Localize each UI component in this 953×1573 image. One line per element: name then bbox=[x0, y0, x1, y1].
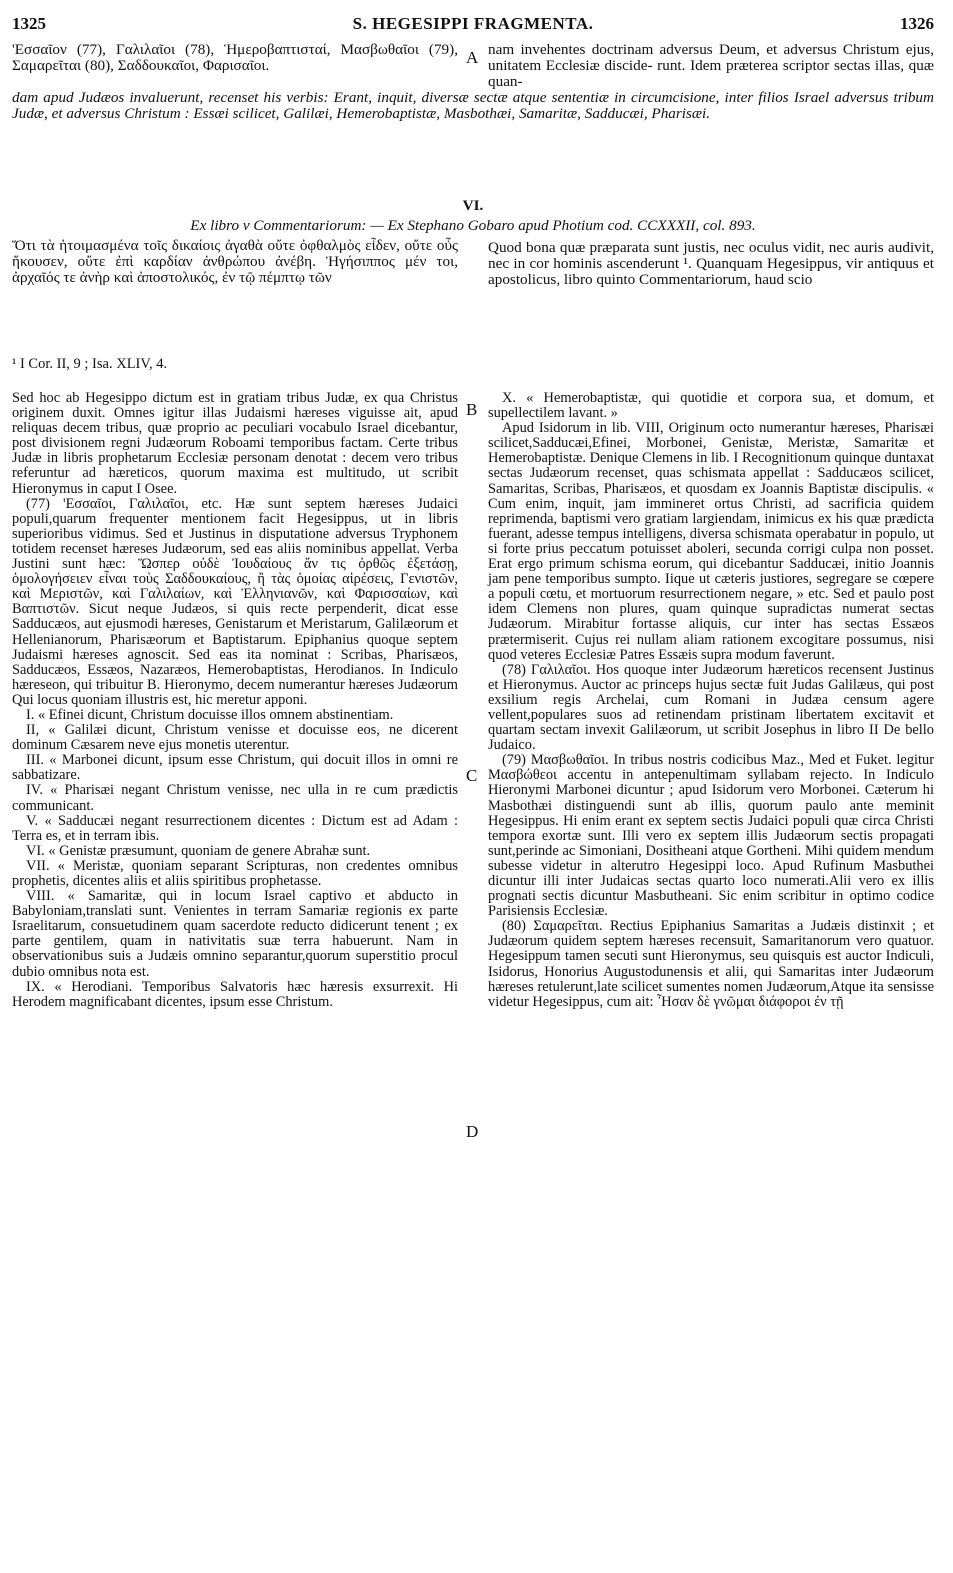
right-paragraph: (78) Γαλιλαῖοι. Hos quoque inter Judæorum hæreticos recensent Justinus et Hieronymus. Auctor ac princeps hujus sectæ fuit Judas Galilæus, qui post exsilium regis Archelai, cum Romani in Judæa censum agere vellent,populares suos ad retinendam pristinam libertatem excitavit et quartam sectam invexit Galilæorum, ut scribit Josephus in libro II De bello Judaico. bbox=[488, 661, 934, 754]
left-column bbox=[12, 391, 458, 1010]
top-full-text: dam apud Judæos invaluerunt, recenset his verbis: Erant, inquit, diversæ sectæ atque sententiæ in circumcisione, inter filios Israel adversus tribum Judæ, et adversus Christum : Essæi scilicet, Galilæi, Hemerobaptistæ, Masbothæi, Samaritæ, Sadducæi, Pharisæi. bbox=[12, 89, 934, 123]
running-title: S. HEGESIPPI FRAGMENTA. bbox=[352, 14, 594, 33]
greek-text-2: Ὅτι τὰ ἡτοιμασμένα τοῖς δικαίοις ἀγαθὰ οὔτε ὀφθαλμὸς εἶδεν, οὔτε οὖς ἤκουσεν, οὔτε ἐπὶ καρδίαν ἀνθρώπου ἀνέβη. Ἡγήσιππος μέν τοι, ἀρχαῖός τε ἀνὴρ καὶ ἀποστολικός, ἐν τῷ πέμπτῳ τῶν bbox=[12, 237, 458, 287]
right-paragraph: (80) Σαμαρεῖται. Rectius Epiphanius Samaritas a Judæis distinxit ; et Judæorum quidem septem hæreses recensuit, Samaritanorum vero quatuor. Hegesippum tamen secuti sunt Hieronymus, seu quisquis est auctor Indiculi, Isidorus, Honorius Augustodunensis et alii, qui Samaritas inter Judæorum hæreses retulerunt,late scilicet sumentes nomen Judæorum,Atque ita sensisse videtur Hegesippus, cum ait: Ἦσαν δὲ γνῶμαι διάφοροι ἐν τῇ bbox=[488, 918, 934, 1010]
left-paragraph: IX. « Herodiani. Temporibus Salvatoris hæc hæresis exsurrexit. Hi Herodem magnificabant dicentes, ipsum esse Christum. bbox=[12, 978, 458, 1010]
left-paragraph: III. « Marbonei dicunt, ipsum esse Christum, qui docuit illos in omni re sabbatizare. bbox=[12, 752, 458, 784]
left-paragraph: VII. « Meristæ, quoniam separant Scripturas, non credentes omnibus prophetis, dicentes aliis et aliis spiritibus prophetasse. bbox=[12, 857, 458, 889]
left-paragraph: IV. « Pharisæi negant Christum venisse, nec ulla in re cum prædictis communicant. bbox=[12, 782, 458, 814]
left-paragraph: VIII. « Samaritæ, qui in locum Israel captivo et abducto in Babyloniam,translati sunt. Venientes in terram Samariæ regionis ex parte Israelitarum, consuetudinem quam sacerdote reducto didicerunt tenent ; ex parte gentilem, quam in nativitatis suæ terra habuerunt. Nam in observationibus suis a Judæis omnino separantur,quorum superstitio procul dubio omnibus nota est. bbox=[12, 888, 458, 980]
top-latin-text: nam invehentes doctrinam adversus Deum, et adversus Christum ejus, unitatem Ecclesiæ discide- runt. Idem præterea scriptor sectas illas, quæ quan- bbox=[488, 41, 934, 91]
right-column bbox=[488, 391, 934, 1010]
left-paragraph: II, « Galilæi dicunt, Christum venisse et docuisse eos, ne dicerent dominum Cæsarem neve ejus monetis uterentur. bbox=[12, 722, 458, 754]
right-paragraph: (79) Μασβωθαῖοι. In tribus nostris codicibus Maz., Med et Fuket. legitur Μασβώθεοι accentu in antepenultimam syllabam rejecto. In Indiculo Hieronymi Marbonei dicuntur ; apud Isidorum vero Morbonei. Cæterum hi Masbothæi distinguendi sunt ab illis, quorum paulo ante meminit Hegesippus. Hi enim erant ex septem sectis Judaici populi quæ circa Christi tempora exortæ sunt. Illi vero ex septem illis Judæorum sectis propagati sunt,perinde ac Simoniani, Dositheani atque Gortheni. Mihi quidem mendum subesse videtur in alterutro Hegesippi loco. Apud Rufinum Masbuthei dicuntur illi inter Judaicas sectas quarto loco numerati.Alii vero ex illis prognati sectis dicuntur Masbutheani. Sic enim scribitur in optimo codice Parisiensis Ecclesiæ. bbox=[488, 752, 934, 920]
margin-marker-d: D bbox=[466, 1122, 479, 1141]
latin-text-2: Quod bona quæ præparata sunt justis, nec oculus vidit, nec auris audivit, nec in cor hominis ascenderunt ¹. Quanquam Hegesippus, vir antiquus et apostolicus, libro quinto Commentariorum, haud scio bbox=[488, 239, 934, 289]
section-number: VI. bbox=[462, 197, 484, 214]
left-paragraph: Sed hoc ab Hegesippo dictum est in gratiam tribus Judæ, ex qua Christus originem duxit. Omnes igitur illas Judaismi hæreses viguisse ait, apud reliquas decem tribus, quæ proprio ac peculiari vocabulo Israel dicebantur, post divisionem regni Judæorum Roboami temporibus factam. Certe tribus Judæ in libris prophetarum Ecclesiæ personam denotat : decem vero tribus referuntur ad hæreticos, quorum maxima est multitudo, ut scribit Hieronymus in caput I Osee. bbox=[12, 390, 458, 497]
left-paragraph: (77) 'Εσσαῖοι, Γαλιλαῖοι, etc. Hæ sunt septem hæreses Judaici populi,quarum frequenter mentionem facit Hegesippus, ut in libris superioribus vidimus. Sed et Justinus in disputatione adversus Tryphonem totidem recenset hæreses Judæorum, sed eas aliis nominibus appellat. Verba Justini sunt hæc: Ὥσπερ οὐδὲ Ἰουδαίους ἄν τις ὀρθῶς ἐξετάσῃ, ὁμολογήσειεν εἶναι τοὺς Σαδδουκαίους, ἢ τὰς ὁμοίας αἱρέσεις, Γενιστῶν, καὶ Μεριστῶν, καὶ Γαλιλαίων, καὶ Ἑλληνιανῶν, καὶ Φαρισσαίων, καὶ Βαπτιστῶν. Sicut neque Judæos, si quis recte perpenderit, dicat esse Sadducæos, aut ejusmodi hæreses, Genistarum et Meristarum, Galilæorum et Hellenianorum, Pharisæorum et Baptistarum. Epiphanius quoque septem Judaismi hæreses agnoscit. Sed eas ita nominat : Scribas, Pharisæos, Sadducæos, Essæos, Nazaræos, Hemerobaptistas, Herodianos. In Indiculo hæreseon, qui tribuitur B. Hieronymo, decem numerantur hæreses Judæorum Qui locus quoniam illustris est, hic meretur apponi. bbox=[12, 495, 458, 708]
right-paragraph: Apud Isidorum in lib. VIII, Originum octo numerantur hæreses, Pharisæi scilicet,Sadducæi,Efinei, Morbonei, Genistæ, Meristæ, Samaritæ et Hemerobaptistæ. Denique Clemens in lib. I Recognitionum quinque duntaxat sectas Judæorum recenset, quas schismata appellat : Sadducæos scilicet, Samaritas, Scribas, Pharisæos, et quosdam ex Joannis Baptistæ discipulis. « Cum enim, inquit, jam immineret ortus Christi, ad sacrificia quidem reprimenda, baptismi vero gratiam largiendam, inimicus ex his quæ prædicta fuerant, adesse tempus intelligens, diversa schismata operabatur in populo, ut si forte prius peccatum potuisset aboleri, secunda corrigi culpa non posset. Erat ergo primum schisma eorum, qui dicebantur Sadducæi, initio Joannis jam pene temporibus sumpto. Iique ut cæteris justiores, segregare se cœpere a populi cœtu, et mortuorum resurrectionem negare, » etc. Sed et paulo post idem Clemens non plures, quam quinque supradictas numerat sectas Judæorum. Mirabitur fortasse aliquis, cur inter has sectas Essæos prætermiserit. Cujus rei nullam aliam rationem excogitare possumus, nisi quod veteres Ecclesiæ Patres Essæis supra modum faverunt. bbox=[488, 420, 934, 663]
page-number-right: 1326 bbox=[900, 14, 934, 33]
margin-marker-a: A bbox=[466, 48, 479, 67]
margin-marker-b: B bbox=[466, 400, 478, 419]
right-paragraph: X. « Hemerobaptistæ, qui quotidie et corpora sua, et domum, et supellectilem lavant. » bbox=[488, 390, 934, 422]
left-paragraph: I. « Efinei dicunt, Christum docuisse illos omnem abstinentiam. bbox=[26, 706, 394, 723]
left-paragraph: V. « Sadducæi negant resurrectionem dicentes : Dictum est ad Adam : Terra es, et in terram ibis. bbox=[12, 812, 458, 844]
top-greek-text: 'Εσσαῖον (77), Γαλιλαῖοι (78), Ἡμεροβαπτισταί, Μασβωθαῖοι (79), Σαμαρεῖται (80), Σαδδουκαῖοι, Φαρισαῖοι. bbox=[12, 41, 458, 75]
running-header bbox=[12, 10, 934, 36]
page-number-left: 1325 bbox=[12, 14, 46, 33]
margin-marker-c: C bbox=[466, 766, 478, 785]
footnote: ¹ I Cor. II, 9 ; Isa. XLIV, 4. bbox=[12, 356, 168, 372]
left-paragraph: VI. « Genistæ præsumunt, quoniam de genere Abrahæ sunt. bbox=[26, 842, 371, 859]
section-source: Ex libro v Commentariorum: — Ex Stephano Gobaro apud Photium cod. CCXXXII, col. 893. bbox=[190, 217, 756, 234]
